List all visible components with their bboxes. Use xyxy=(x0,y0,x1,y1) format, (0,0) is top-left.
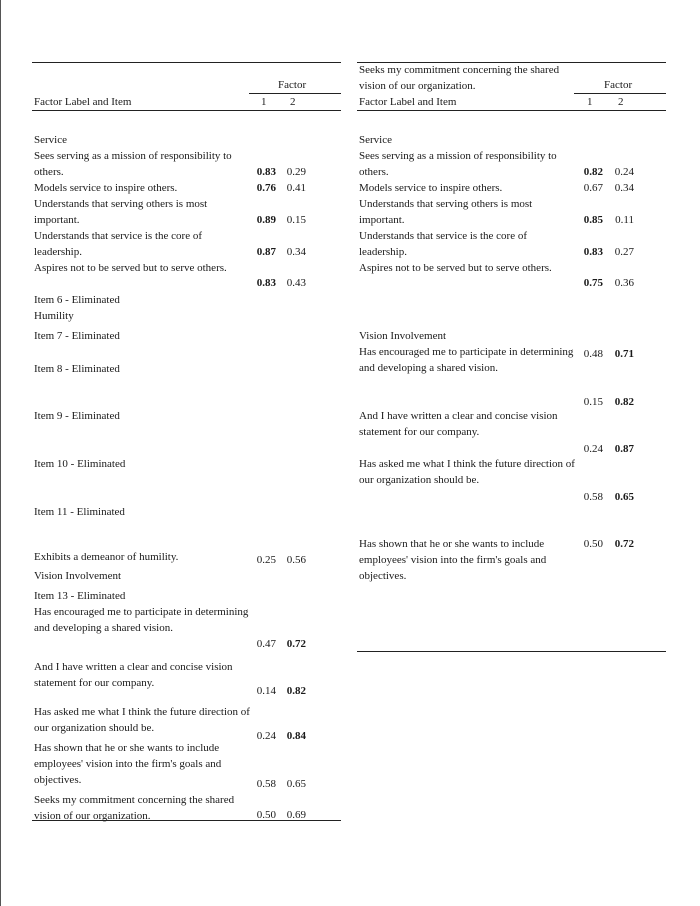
section-label: Item 11 - Eliminated xyxy=(34,506,125,518)
section-label: Service xyxy=(359,134,392,146)
bottom-rule xyxy=(32,820,341,821)
bottom-rule xyxy=(357,651,666,652)
item-text: Understands that service is the core of leadership. xyxy=(34,230,202,258)
factor-2-loading: 0.15 xyxy=(286,214,306,226)
item-text: Has encouraged me to participate in determining and developing a shared vision. xyxy=(34,606,249,634)
factor-1-loading: 0.25 xyxy=(256,554,276,566)
item-text: Aspires not to be served but to serve others. xyxy=(359,262,552,274)
factor-2-loading: 0.34 xyxy=(286,246,306,258)
section-label: Item 7 - Eliminated xyxy=(34,330,120,342)
factor-2-loading: 0.82 xyxy=(614,396,634,408)
item-text: Has asked me what I think the future direction of our organization should be. xyxy=(359,458,575,486)
factor-2-loading: 0.65 xyxy=(614,491,634,503)
factor-2-header: 2 xyxy=(290,96,296,108)
factor-1-header: 1 xyxy=(587,96,593,108)
section-label: Service xyxy=(34,134,67,146)
factor-1-loading: 0.50 xyxy=(583,538,603,550)
item-text: And I have written a clear and concise vision statement for our company. xyxy=(359,410,558,438)
factor-1-loading: 0.83 xyxy=(583,246,603,258)
factor-2-loading: 0.34 xyxy=(614,182,634,194)
factor-subrule xyxy=(249,93,341,94)
factor-2-loading: 0.72 xyxy=(286,638,306,650)
section-label: Vision Involvement xyxy=(34,570,122,582)
section-label: Item 9 - Eliminated xyxy=(34,410,120,422)
factor-1-loading: 0.58 xyxy=(256,778,276,790)
factor-2-loading: 0.11 xyxy=(615,214,634,226)
item-text: Sees serving as a mission of responsibility to others. xyxy=(34,150,232,178)
factor-1-loading: 0.89 xyxy=(256,214,276,226)
factor-2-loading: 0.84 xyxy=(286,730,306,742)
section-label: Item 8 - Eliminated xyxy=(34,363,120,375)
factor-1-loading: 0.83 xyxy=(256,277,276,289)
factor-1-loading: 0.82 xyxy=(583,166,603,178)
item-text: Seeks my commitment concerning the shared vision of our organization. xyxy=(359,64,560,92)
page-edge xyxy=(0,0,1,906)
factor-2-loading: 0.72 xyxy=(614,538,634,550)
factor-1-loading: 0.50 xyxy=(256,809,276,821)
factor-2-loading: 0.27 xyxy=(614,246,634,258)
header-rule xyxy=(32,110,341,111)
item-text: Seeks my commitment concerning the shared vision of our organization. xyxy=(34,794,235,822)
factor-1-loading: 0.15 xyxy=(583,396,603,408)
item-text: And I have written a clear and concise vision statement for our company. xyxy=(34,661,233,689)
factor-2-loading: 0.69 xyxy=(286,809,306,821)
factor-subrule xyxy=(574,93,666,94)
factor-2-loading: 0.24 xyxy=(614,166,634,178)
factor-2-header: 2 xyxy=(618,96,624,108)
header-rule xyxy=(357,110,666,111)
factor-1-loading: 0.87 xyxy=(256,246,276,258)
section-label: Item 13 - Eliminated xyxy=(34,590,126,602)
factor-1-loading: 0.24 xyxy=(256,730,276,742)
top-rule xyxy=(32,62,341,63)
factor-1-loading: 0.85 xyxy=(583,214,603,226)
factor-1-loading: 0.24 xyxy=(583,443,603,455)
item-column-header: Factor Label and Item xyxy=(359,96,457,108)
item-text: Exhibits a demeanor of humility. xyxy=(34,551,179,563)
factor-1-loading: 0.83 xyxy=(256,166,276,178)
factor-header: Factor xyxy=(604,79,633,91)
item-text: Sees serving as a mission of responsibility to others. xyxy=(359,150,557,178)
factor-1-loading: 0.58 xyxy=(583,491,603,503)
item-text: Models service to inspire others. xyxy=(34,182,178,194)
factor-2-loading: 0.56 xyxy=(286,554,306,566)
item-text: Has shown that he or she wants to include employees' vision into the firm's goals and objectives. xyxy=(34,742,222,786)
section-label: Item 6 - Eliminated xyxy=(34,294,120,306)
factor-2-loading: 0.36 xyxy=(614,277,634,289)
section-label: Humility xyxy=(34,310,74,322)
item-text: Aspires not to be served but to serve others. xyxy=(34,262,227,274)
factor-2-loading: 0.71 xyxy=(614,348,634,360)
factor-2-loading: 0.82 xyxy=(286,685,306,697)
item-column-header: Factor Label and Item xyxy=(34,96,132,108)
item-text: Understands that service is the core of leadership. xyxy=(359,230,527,258)
factor-2-loading: 0.43 xyxy=(286,277,306,289)
item-text: Has shown that he or she wants to include employees' vision into the firm's goals and objectives. xyxy=(359,538,547,582)
factor-1-loading: 0.76 xyxy=(256,182,276,194)
item-text: Understands that serving others is most important. xyxy=(34,198,208,226)
factor-2-loading: 0.29 xyxy=(286,166,306,178)
factor-header: Factor xyxy=(278,79,307,91)
section-label: Item 10 - Eliminated xyxy=(34,458,126,470)
factor-2-loading: 0.87 xyxy=(614,443,634,455)
factor-2-loading: 0.41 xyxy=(286,182,306,194)
item-text: Understands that serving others is most important. xyxy=(359,198,533,226)
factor-1-loading: 0.48 xyxy=(583,348,603,360)
item-text: Has encouraged me to participate in determining and developing a shared vision. xyxy=(359,346,574,374)
factor-1-loading: 0.47 xyxy=(256,638,276,650)
item-text: Models service to inspire others. xyxy=(359,182,503,194)
section-label: Vision Involvement xyxy=(359,330,447,342)
factor-1-loading: 0.75 xyxy=(583,277,603,289)
item-text: Has asked me what I think the future direction of our organization should be. xyxy=(34,706,250,734)
factor-1-loading: 0.67 xyxy=(583,182,603,194)
factor-1-loading: 0.14 xyxy=(256,685,276,697)
factor-1-header: 1 xyxy=(261,96,267,108)
factor-2-loading: 0.65 xyxy=(286,778,306,790)
